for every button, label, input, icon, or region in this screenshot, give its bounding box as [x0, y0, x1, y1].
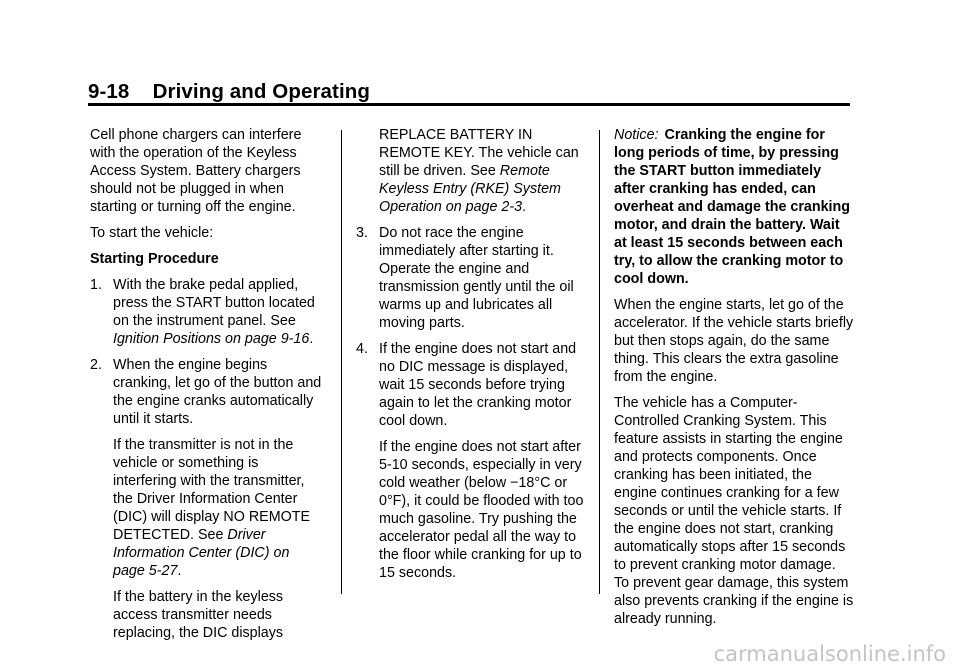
start-intro: To start the vehicle: [90, 225, 214, 241]
intro-paragraph: Cell phone chargers can interfere with the operation of the Keyless Access System. Battery chargers should not be plugged in when starting or turning off the engine. [90, 127, 302, 215]
sub-text: REPLACE BATTERY IN REMOTE KEY. The vehicle can still be driven. See [379, 127, 579, 179]
list-item [356, 340, 588, 430]
punctuation: . [522, 199, 527, 215]
punctuation: . [309, 331, 314, 347]
list-item [356, 224, 588, 332]
continued-paragraph [356, 126, 588, 216]
cross-reference-link[interactable]: Ignition Positions on page 9-16 [113, 331, 310, 347]
notice-label: Notice: [614, 127, 659, 143]
list-item [90, 276, 322, 348]
punctuation: . [177, 563, 182, 579]
watermark-text: carmanualsonline.info [713, 642, 946, 666]
column-3 [614, 126, 854, 636]
sub-paragraph: If the battery in the keyless access transmitter needs replacing, the DIC displays [113, 589, 284, 641]
section-title: Driving and Operating [152, 80, 370, 103]
notice-text: Cranking the engine for long periods of time, by pressing the START button immediately after cranking has ended, can overheat and damage the cranking motor, and drain the battery. Wait at least 15 seconds between each try, to allow the cranking motor to cool down. [614, 127, 850, 287]
column-divider [341, 130, 342, 594]
sub-paragraph: If the engine does not start after 5-10 seconds, especially in very cold weather (below −18°C or 0°F), it could be flooded with too much gasoline. Try pushing the accelerator pedal all the way to the floor while cranking for up to 15 seconds. [379, 439, 584, 581]
list-item [90, 356, 322, 428]
column-1 [90, 126, 322, 650]
item-number: 1. [90, 277, 102, 293]
paragraph: The vehicle has a Computer-Controlled Cranking System. This feature assists in starting the engine and protects components. Once cranking has been initiated, the engine continues cranking for a few seconds or until the vehicle starts. If the engine does not start, cranking automatically stops after 15 seconds to prevent cranking motor damage. To prevent gear damage, this system also prevents cranking if the engine is already running. [614, 395, 854, 627]
header-rule [88, 103, 850, 106]
column-divider [599, 130, 600, 594]
item-number: 4. [356, 341, 368, 357]
item-number: 3. [356, 225, 368, 241]
item-text: When the engine begins cranking, let go of the button and the engine cranks automatically until it starts. [113, 357, 322, 427]
procedure-heading: Starting Procedure [90, 251, 219, 267]
cross-reference-link[interactable]: Driver Information Center (DIC) on page 5-27 [113, 527, 290, 579]
sub-paragraph [90, 436, 322, 580]
notice-paragraph [614, 126, 854, 288]
item-text: With the brake pedal applied, press the START button located on the instrument panel. See [113, 277, 315, 329]
item-text: If the engine does not start and no DIC message is displayed, wait 15 seconds before trying again to let the cranking motor cool down. [379, 341, 577, 429]
cross-reference-link[interactable]: Remote Keyless Entry (RKE) System Operation on page 2-3 [379, 163, 561, 215]
sub-text: If the transmitter is not in the vehicle or something is interfering with the transmitter, the Driver Information Center (DIC) will display NO REMOTE DETECTED. See [113, 437, 310, 543]
item-number: 2. [90, 357, 102, 373]
column-2 [356, 126, 588, 590]
page-number: 9-18 [88, 80, 130, 103]
paragraph: When the engine starts, let go of the accelerator. If the vehicle starts briefly but then stops again, do the same thing. This clears the extra gasoline from the engine. [614, 297, 854, 385]
item-text: Do not race the engine immediately after starting it. Operate the engine and transmission gently until the oil warms up and lubricates all moving parts. [379, 225, 574, 331]
page-header [88, 80, 850, 104]
